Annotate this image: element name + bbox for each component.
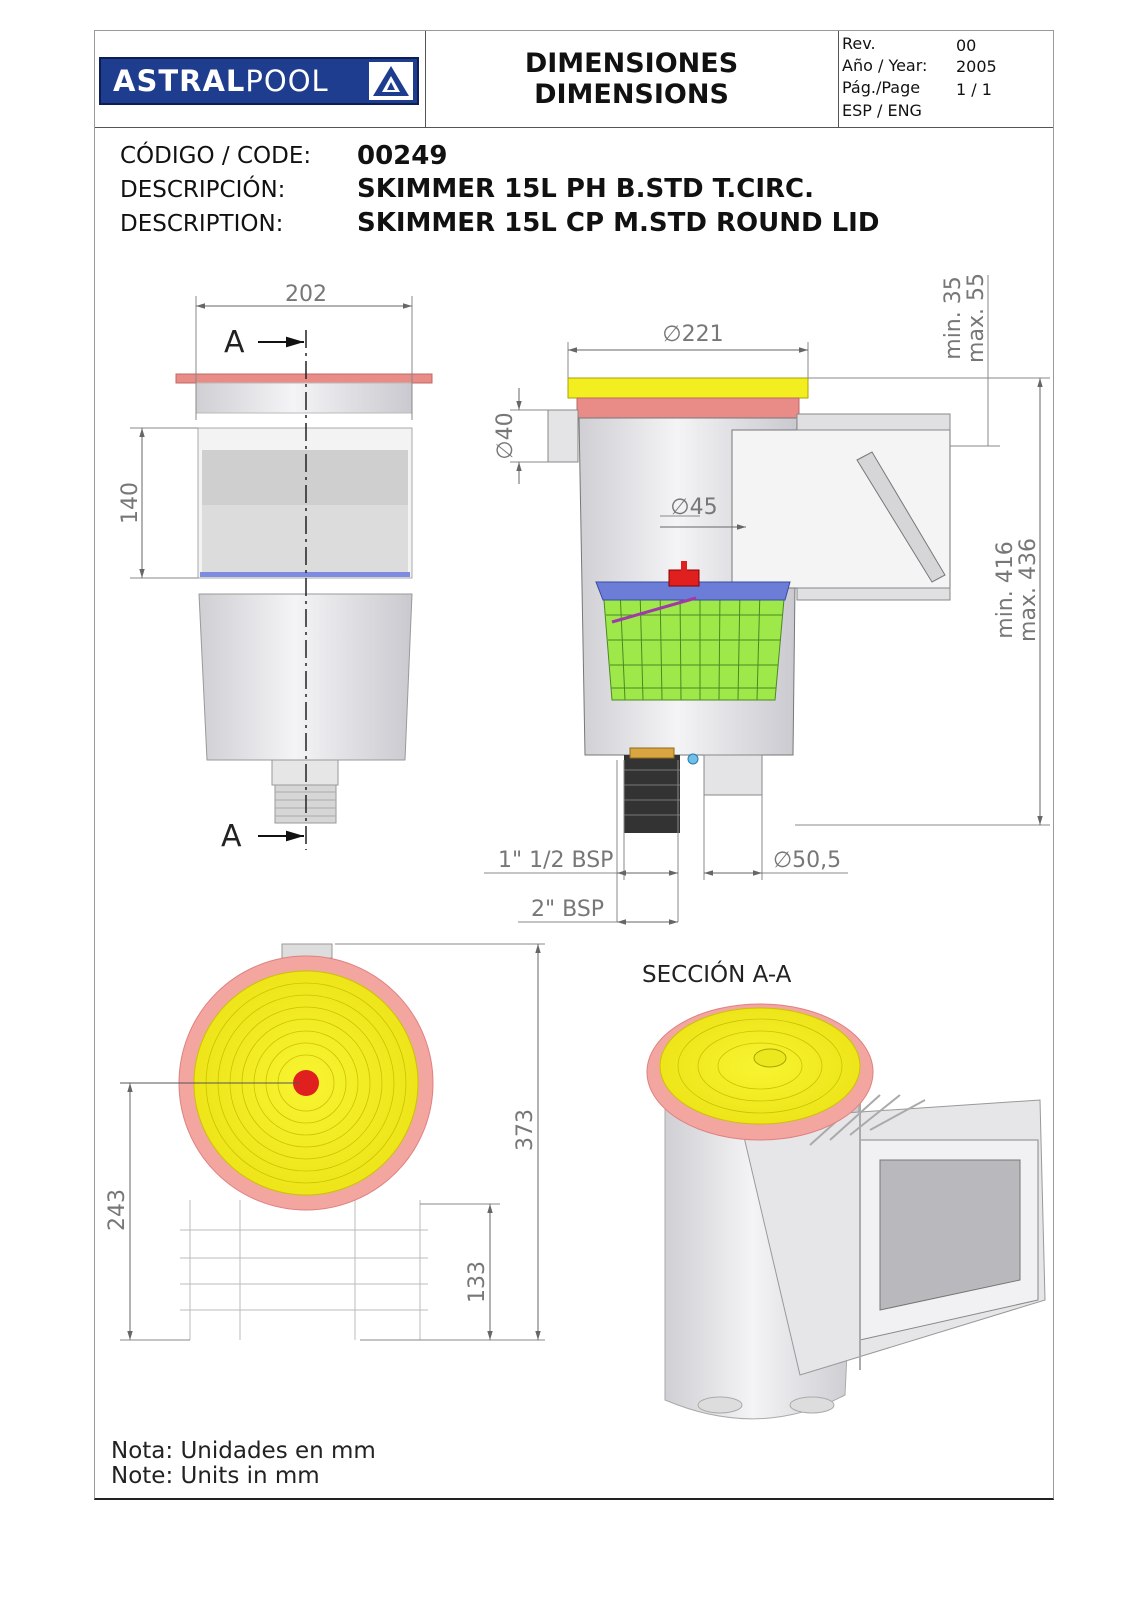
height-min-label: min. 416 [993, 541, 1018, 639]
top-view [105, 944, 545, 1340]
front-view [118, 282, 432, 854]
basket-hole-label: ∅45 [670, 495, 718, 520]
product-code: 00249 [357, 141, 448, 171]
note-english: Note: Units in mm [111, 1463, 320, 1489]
neck-min-label: min. 35 [941, 276, 966, 360]
description-en: SKIMMER 15L CP M.STD ROUND LID [357, 208, 880, 238]
language-label: ESP / ENG [842, 101, 922, 120]
title-english: DIMENSIONS [534, 79, 729, 110]
section-marker-bottom: A [221, 819, 242, 854]
section-view [484, 273, 1050, 922]
rev-label: Rev. [842, 34, 876, 53]
top-mouth-label: 133 [465, 1261, 490, 1303]
section-aa-title: SECCIÓN A-A [642, 962, 792, 988]
front-width-label: 202 [285, 282, 327, 307]
top-depth-label: 373 [513, 1109, 538, 1151]
height-max-label: max. 436 [1016, 538, 1041, 642]
top-center-label: 243 [105, 1189, 130, 1231]
front-height-label: 140 [118, 482, 143, 524]
thread-outer-label: 2" BSP [531, 897, 605, 922]
thread-inner-label: 1" 1/2 BSP [498, 848, 614, 873]
year-value: 2005 [956, 57, 997, 76]
title-spanish: DIMENSIONES [524, 48, 739, 79]
outlet-diameter-label: ∅50,5 [773, 848, 842, 873]
isometric-view [642, 960, 1045, 1419]
description-es-label: DESCRIPCIÓN: [120, 177, 286, 203]
lid-diameter-label: ∅221 [662, 322, 724, 347]
rev-value: 00 [956, 36, 977, 55]
description-en-label: DESCRIPTION: [120, 211, 284, 237]
description-es: SKIMMER 15L PH B.STD T.CIRC. [357, 174, 814, 204]
page-label: Pág./Page [842, 78, 921, 97]
page-value: 1 / 1 [956, 80, 992, 99]
section-marker-top: A [224, 325, 245, 360]
inlet-diameter-label: ∅40 [493, 412, 518, 460]
note-spanish: Nota: Unidades en mm [111, 1438, 376, 1464]
brand-name: ASTRALPOOL [113, 64, 329, 98]
code-label: CÓDIGO / CODE: [120, 143, 312, 169]
year-label: Año / Year: [842, 56, 928, 75]
neck-max-label: max. 55 [964, 273, 989, 363]
